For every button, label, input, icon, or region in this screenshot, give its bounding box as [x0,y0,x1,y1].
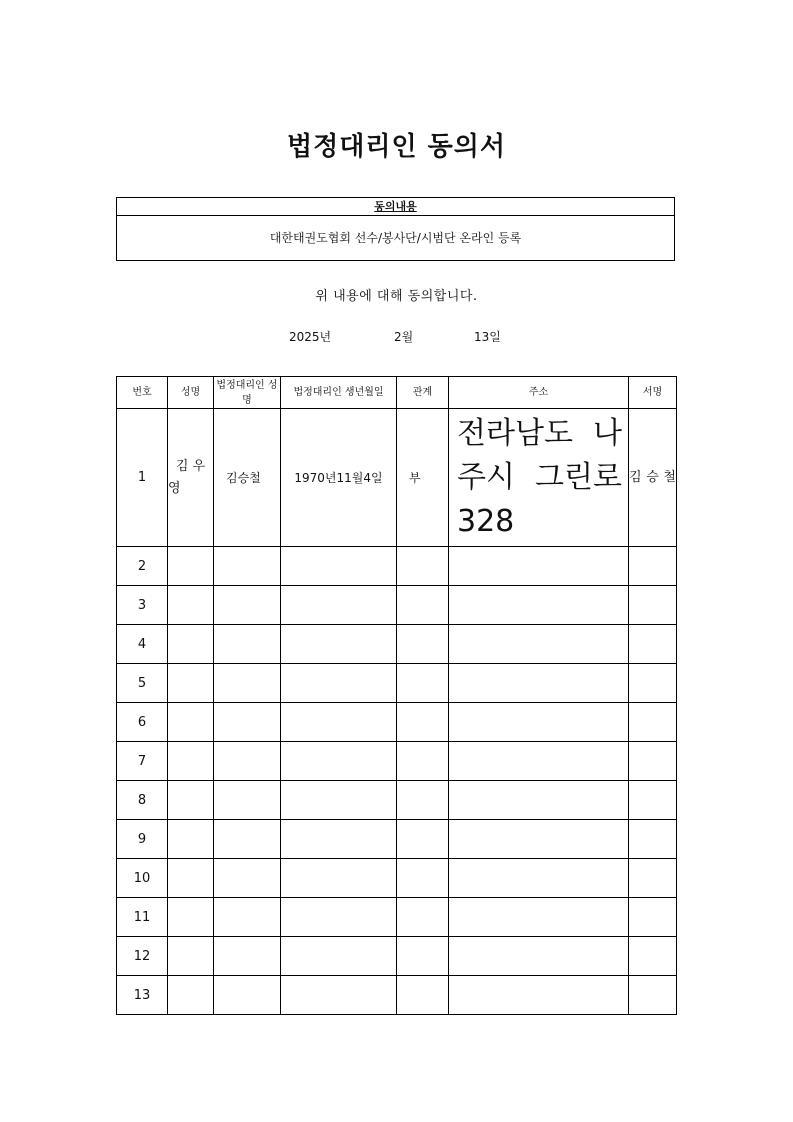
table-row [117,625,677,664]
cell-guardian-birth[interactable] [281,703,397,742]
header-guardian-birth: 법정대리인 생년월일 [281,377,397,409]
table-row [117,664,677,703]
consent-header [117,198,674,216]
cell-guardian-name[interactable] [214,586,281,625]
cell-guardian-name[interactable] [214,976,281,1015]
cell-guardian-birth[interactable] [281,898,397,937]
cell-no: 10 [117,859,168,898]
cell-no: 4 [117,625,168,664]
cell-address[interactable] [449,976,629,1015]
table-row [117,820,677,859]
cell-relation[interactable] [397,547,449,586]
cell-no: 13 [117,976,168,1015]
table-row [117,742,677,781]
cell-signature[interactable] [629,976,677,1015]
cell-no: 6 [117,703,168,742]
cell-guardian-birth[interactable] [281,547,397,586]
guardian-table [116,376,677,1015]
cell-signature: 김 승 철 [629,409,677,547]
cell-relation[interactable] [397,820,449,859]
cell-relation[interactable] [397,703,449,742]
cell-guardian-name[interactable] [214,781,281,820]
cell-address[interactable] [449,703,629,742]
cell-signature[interactable] [629,586,677,625]
table-row [117,586,677,625]
table-row [117,781,677,820]
cell-guardian-name[interactable] [214,703,281,742]
cell-name[interactable] [168,703,214,742]
cell-address[interactable] [449,586,629,625]
cell-guardian-birth[interactable] [281,625,397,664]
cell-relation[interactable] [397,664,449,703]
cell-guardian-birth[interactable] [281,742,397,781]
cell-no: 9 [117,820,168,859]
document-title: 법정대리인 동의서 [287,132,506,162]
cell-guardian-birth[interactable] [281,586,397,625]
consent-box [116,197,675,261]
cell-address: 전라남도 나주시 그린로 328 [449,409,629,547]
cell-name[interactable] [168,898,214,937]
cell-no: 8 [117,781,168,820]
cell-guardian-birth[interactable] [281,664,397,703]
cell-relation[interactable] [397,898,449,937]
header-address: 주소 [449,377,629,409]
cell-relation[interactable] [397,586,449,625]
date-year: 2025년 [289,330,332,344]
cell-name[interactable] [168,820,214,859]
table-row [117,409,677,547]
cell-name[interactable] [168,547,214,586]
cell-guardian-name[interactable] [214,664,281,703]
cell-relation: 부 [397,409,449,547]
cell-guardian-name[interactable] [214,859,281,898]
cell-relation[interactable] [397,937,449,976]
cell-guardian-name[interactable] [214,898,281,937]
cell-address[interactable] [449,742,629,781]
table-row [117,898,677,937]
consent-header-label: 동의내용 [374,200,417,213]
cell-no: 12 [117,937,168,976]
cell-no: 11 [117,898,168,937]
table-row [117,547,677,586]
cell-name: 김 우 영 [168,409,214,547]
cell-address[interactable] [449,937,629,976]
table-row [117,976,677,1015]
cell-name[interactable] [168,664,214,703]
header-guardian-name: 법정대리인 성명 [214,377,281,409]
cell-name[interactable] [168,586,214,625]
cell-signature[interactable] [629,625,677,664]
cell-guardian-name: 김승철 [214,409,281,547]
table-row [117,937,677,976]
header-no: 번호 [117,377,168,409]
cell-relation[interactable] [397,625,449,664]
cell-guardian-birth[interactable] [281,976,397,1015]
header-name: 성명 [168,377,214,409]
cell-address[interactable] [449,781,629,820]
cell-name[interactable] [168,859,214,898]
cell-signature[interactable] [629,898,677,937]
cell-no: 5 [117,664,168,703]
cell-name[interactable] [168,781,214,820]
cell-signature[interactable] [629,703,677,742]
cell-relation[interactable] [397,976,449,1015]
cell-guardian-name[interactable] [214,742,281,781]
cell-no: 1 [117,409,168,547]
cell-address[interactable] [449,664,629,703]
cell-guardian-name[interactable] [214,820,281,859]
table-header-row [117,377,677,409]
cell-relation[interactable] [397,781,449,820]
cell-guardian-birth[interactable] [281,820,397,859]
cell-relation[interactable] [397,742,449,781]
cell-no: 3 [117,586,168,625]
cell-address[interactable] [449,547,629,586]
cell-signature[interactable] [629,781,677,820]
header-relation: 관계 [397,377,449,409]
cell-guardian-birth: 1970년11월4일 [281,409,397,547]
cell-guardian-birth[interactable] [281,937,397,976]
cell-guardian-birth[interactable] [281,859,397,898]
cell-signature[interactable] [629,547,677,586]
cell-name[interactable] [168,937,214,976]
consent-content: 대한태권도협회 선수/봉사단/시범단 온라인 등록 [269,231,522,245]
table-row [117,703,677,742]
table-row [117,859,677,898]
header-signature: 서명 [629,377,677,409]
cell-guardian-name[interactable] [214,937,281,976]
cell-address[interactable] [449,898,629,937]
cell-guardian-name[interactable] [214,625,281,664]
cell-signature[interactable] [629,742,677,781]
cell-address[interactable] [449,820,629,859]
date-day: 13일 [474,330,501,344]
cell-guardian-birth[interactable] [281,781,397,820]
cell-no: 2 [117,547,168,586]
cell-name[interactable] [168,625,214,664]
cell-signature[interactable] [629,820,677,859]
cell-relation[interactable] [397,859,449,898]
cell-name[interactable] [168,742,214,781]
cell-address[interactable] [449,625,629,664]
cell-signature[interactable] [629,937,677,976]
cell-name[interactable] [168,976,214,1015]
cell-signature[interactable] [629,859,677,898]
date-month: 2월 [394,330,414,344]
cell-address[interactable] [449,859,629,898]
cell-signature[interactable] [629,664,677,703]
cell-no: 7 [117,742,168,781]
agreement-statement: 위 내용에 대해 동의합니다. [315,289,478,304]
cell-guardian-name[interactable] [214,547,281,586]
